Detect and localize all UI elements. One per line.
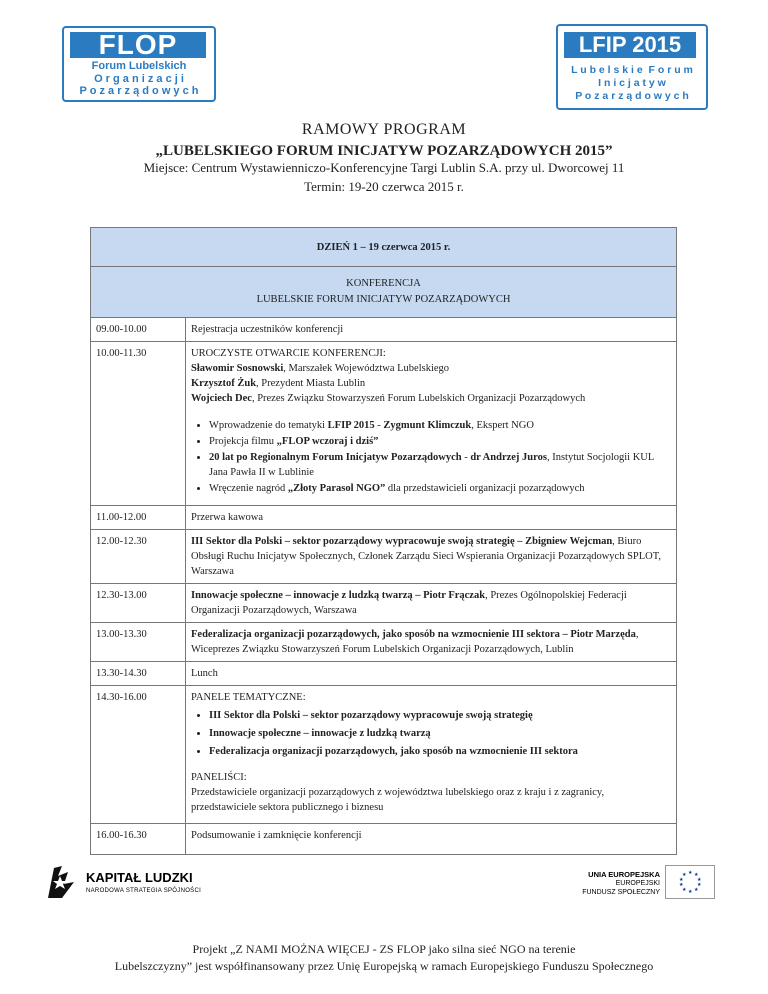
event-title: „LUBELSKIEGO FORUM INICJATYW POZARZĄDOWYCH 2015” (155, 143, 613, 159)
panels-list (191, 708, 671, 759)
row-time: 12.00-12.30 (91, 530, 186, 584)
row-time: 13.00-13.30 (91, 623, 186, 662)
table-row (91, 662, 677, 686)
panelists-text: Przedstawiciele organizacji pozarządowych z województwa lubelskiego oraz z kraju i z zagranicy, przedstawiciele sektora publicznego i biznesu (191, 787, 605, 813)
lfip-logo-wordmark: LFIP 2015 (564, 32, 696, 58)
lfip-logo-line2: I n i c j a t y w (598, 77, 666, 89)
row-text: Podsumowanie i zamknięcie konferencji (186, 824, 677, 855)
kapital-ludzki-title: KAPITAŁ LUDZKI (86, 870, 193, 885)
table-row (91, 686, 677, 824)
speaker-line: Wojciech Dec, Prezes Związku Stowarzyszeń Forum Lubelskich Organizacji Pozarządowych (191, 393, 586, 404)
eu-fund-line1: EUROPEJSKI (615, 880, 660, 887)
panels-cell (186, 686, 677, 824)
row-time: 13.30-14.30 (91, 662, 186, 686)
svg-text:★: ★ (679, 882, 684, 888)
svg-text:★: ★ (682, 887, 687, 893)
table-row (91, 318, 677, 342)
table-row (91, 530, 677, 584)
svg-text:★: ★ (697, 882, 702, 888)
svg-text:★: ★ (697, 877, 702, 883)
list-item: • Federalizacja organizacji pozarządowych, jako sposób na wzmocnienie III sektora (209, 744, 671, 759)
list-item: • Innowacje społeczne – innowacje z ludzką twarzą (209, 726, 671, 741)
row-text: Rejestracja uczestników konferencji (186, 318, 677, 342)
flop-logo (62, 26, 216, 102)
row-time: 09.00-10.00 (91, 318, 186, 342)
conference-header-row (91, 267, 677, 318)
eu-fund-line2: FUNDUSZ SPOŁECZNY (582, 889, 660, 896)
flop-logo-line3: P o z a r z ą d o w y c h (79, 85, 199, 97)
row-time: 16.00-16.30 (91, 824, 186, 855)
speaker-line: Krzysztof Żuk, Prezydent Miasta Lublin (191, 378, 366, 389)
row-text: Federalizacja organizacji pozarządowych, jako sposób na wzmocnienie III sektora – Piotr Marzęda, Wiceprezes Związku Stowarzyszeń Forum Lubelskich Organizacji Pozarządowych, Lublin (186, 623, 677, 662)
kapital-ludzki-emblem-icon (40, 862, 80, 902)
svg-text:★: ★ (688, 870, 693, 876)
event-place: Miejsce: Centrum Wystawienniczo-Konferencyjne Targi Lublin S.A. przy ul. Dworcowej 11 (143, 160, 625, 175)
eu-title: UNIA EUROPEJSKA (588, 870, 660, 879)
day-header-row (91, 228, 677, 267)
document-title: RAMOWY PROGRAM (301, 121, 467, 138)
list-item: • Wręczenie nagród „Złoty Parasol NGO” dla przedstawicieli organizacji pozarządowych (209, 481, 671, 496)
eu-text (574, 870, 660, 897)
row-time: 11.00-12.00 (91, 506, 186, 530)
lfip-logo-line3: P o z a r z ą d o w y c h (575, 90, 689, 102)
row-time: 10.00-11.30 (91, 342, 186, 506)
eu-flag-icon (665, 865, 715, 899)
row-text: III Sektor dla Polski – sektor pozarządowy wypracowuje swoją strategię – Zbigniew Wejcman, Biuro Obsługi Ruchu Inicjatyw Społecznych, Członek Zarządu Sieci Wspierania Organizacji Pozarządowych SPLOT, Warszawa (186, 530, 677, 584)
list-item: • 20 lat po Regionalnym Forum Inicjatyw Pozarządowych - dr Andrzej Juros, Instytut Socjologii KUL Jana Pawła II w Lublinie (209, 450, 671, 480)
flop-logo-line1: Forum Lubelskich (91, 60, 187, 72)
row-text: Lunch (186, 662, 677, 686)
conference-label: KONFERENCJA (346, 278, 421, 289)
opening-heading: UROCZYSTE OTWARCIE KONFERENCJI: (191, 348, 386, 359)
flop-logo-line2: O r g a n i z a c j i (94, 73, 184, 85)
row-time: 14.30-16.00 (91, 686, 186, 824)
project-note-line2: Lubelszczyzny” jest współfinansowany przez Unię Europejską w ramach Europejskiego Funduszu Społecznego (114, 959, 654, 973)
table-row (91, 824, 677, 855)
list-item: • Projekcja filmu „FLOP wczoraj i dziś” (209, 434, 671, 449)
speaker-line: Sławomir Sosnowski, Marszałek Województwa Lubelskiego (191, 363, 450, 374)
row-text: Przerwa kawowa (186, 506, 677, 530)
svg-text:★: ★ (694, 872, 699, 878)
opening-cell (186, 342, 677, 506)
kapital-ludzki-subtitle: NARODOWA STRATEGIA SPÓJNOŚCI (86, 888, 202, 894)
list-item: • III Sektor dla Polski – sektor pozarządowy wypracowuje swoją strategię (209, 708, 671, 723)
lfip-logo (556, 24, 708, 110)
svg-text:★: ★ (679, 877, 684, 883)
row-text: Innowacje społeczne – innowacje z ludzką twarzą – Piotr Frączak, Prezes Ogólnopolskiej Federacji Organizacji Pozarządowych, Warszawa (186, 584, 677, 623)
svg-text:★: ★ (688, 889, 693, 895)
day-header: DZIEŃ 1 – 19 czerwca 2015 r. (91, 228, 677, 267)
program-table (90, 227, 677, 855)
lfip-logo-line1: L u b e l s k i e F o r u m (571, 64, 693, 76)
svg-text:★: ★ (682, 872, 687, 878)
panels-heading: PANELE TEMATYCZNE: (191, 692, 306, 703)
conference-name: LUBELSKIE FORUM INICJATYW POZARZĄDOWYCH (256, 294, 511, 305)
event-date: Termin: 19-20 czerwca 2015 r. (304, 179, 464, 194)
table-row (91, 623, 677, 662)
table-row (91, 342, 677, 506)
table-row (91, 584, 677, 623)
row-time: 12.30-13.00 (91, 584, 186, 623)
conference-header (91, 267, 677, 318)
table-row (91, 506, 677, 530)
project-note-line1: Projekt „Z NAMI MOŻNA WIĘCEJ - ZS FLOP jako silna sieć NGO na terenie (192, 942, 576, 956)
svg-text:★: ★ (694, 887, 699, 893)
footer-logos (0, 860, 768, 910)
opening-agenda-list (191, 418, 671, 496)
list-item: • Wprowadzenie do tematyki LFIP 2015 - Zygmunt Klimczuk, Ekspert NGO (209, 418, 671, 433)
panelists-heading: PANELIŚCI: (191, 772, 247, 783)
kapital-ludzki-logo (40, 860, 210, 906)
flop-logo-wordmark: FLOP (70, 32, 206, 58)
